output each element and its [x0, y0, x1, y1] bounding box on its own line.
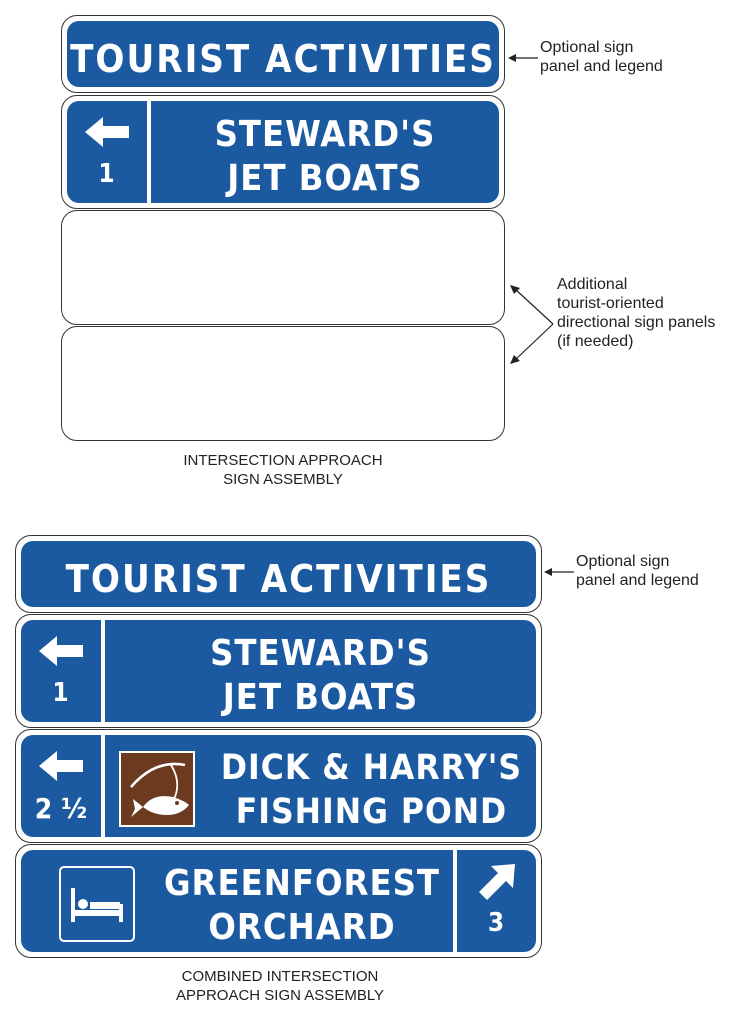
bottom-fishing-distance: 2 ½ — [34, 792, 88, 825]
additional-panel-blank — [61, 210, 505, 325]
bottom-steward-panel — [15, 614, 542, 728]
note-line: Optional sign — [576, 553, 670, 570]
bottom-orchard-line1: GREENFOREST — [163, 863, 441, 904]
bottom-fishing-panel — [15, 729, 542, 843]
note-line: Optional sign — [540, 39, 634, 56]
bottom-orchard-distance: 3 — [487, 908, 506, 938]
bottom-fishing-legend-section — [105, 735, 536, 837]
bottom-orchard-panel — [15, 844, 542, 958]
top-caption — [133, 451, 433, 489]
bottom-steward-line2: JET BOATS — [222, 677, 419, 718]
note-line: panel and legend — [540, 58, 663, 75]
top-steward-line1: STEWARD'S — [214, 114, 436, 155]
caption-line: INTERSECTION APPROACH — [183, 452, 383, 469]
bottom-orchard-arrow-section — [457, 850, 536, 952]
top-steward-panel — [61, 95, 505, 209]
bottom-fishing-line2: FISHING POND — [235, 792, 508, 832]
up-right-arrow-icon — [479, 864, 515, 900]
bottom-orchard-legend-section — [21, 850, 453, 952]
note-line: Additional — [557, 276, 628, 293]
note-line: tourist-oriented — [557, 295, 664, 312]
callout-bracket-arrows — [505, 282, 555, 367]
callout-arrow — [508, 52, 538, 64]
top-header-panel — [61, 15, 505, 93]
bottom-orchard-sign — [21, 850, 536, 952]
additional-panel-blank — [61, 326, 505, 441]
caption-line: COMBINED INTERSECTION — [181, 968, 379, 985]
top-note-additional — [557, 275, 715, 351]
left-arrow-icon — [39, 636, 83, 666]
top-steward-sign — [67, 101, 499, 203]
bottom-caption — [120, 967, 440, 1005]
caption-line: SIGN ASSEMBLY — [223, 471, 343, 488]
left-arrow-icon — [85, 117, 129, 147]
lodging-icon — [59, 866, 135, 942]
bottom-header-sign — [21, 541, 536, 607]
bottom-header-legend: TOURIST ACTIVITIES — [65, 557, 492, 601]
top-steward-distance: 1 — [98, 159, 116, 189]
bottom-fishing-line1: DICK & HARRY'S — [220, 748, 523, 788]
bottom-steward-line1: STEWARD'S — [210, 633, 431, 674]
top-steward-arrow-section — [67, 101, 147, 203]
top-steward-line2: JET BOATS — [227, 158, 423, 199]
bottom-fishing-arrow-section — [21, 735, 101, 837]
bottom-note-optional — [576, 552, 699, 590]
bottom-fishing-sign — [21, 735, 536, 837]
bottom-steward-distance: 1 — [52, 678, 70, 708]
bottom-steward-arrow-section — [21, 620, 101, 722]
bottom-header-panel — [15, 535, 542, 613]
fishing-icon — [119, 751, 195, 827]
note-line: panel and legend — [576, 572, 699, 589]
top-steward-legend-section — [151, 101, 499, 203]
bottom-steward-sign — [21, 620, 536, 722]
top-header-sign — [67, 21, 499, 87]
top-note-optional — [540, 38, 663, 76]
left-arrow-icon — [39, 751, 83, 781]
callout-arrow — [544, 566, 574, 578]
bottom-steward-legend-section — [105, 620, 536, 722]
caption-line: APPROACH SIGN ASSEMBLY — [175, 987, 385, 1004]
top-header-legend: TOURIST ACTIVITIES — [70, 37, 496, 81]
note-line: directional sign panels — [557, 314, 716, 331]
bottom-orchard-line2: ORCHARD — [208, 907, 396, 948]
note-line: (if needed) — [557, 333, 634, 350]
